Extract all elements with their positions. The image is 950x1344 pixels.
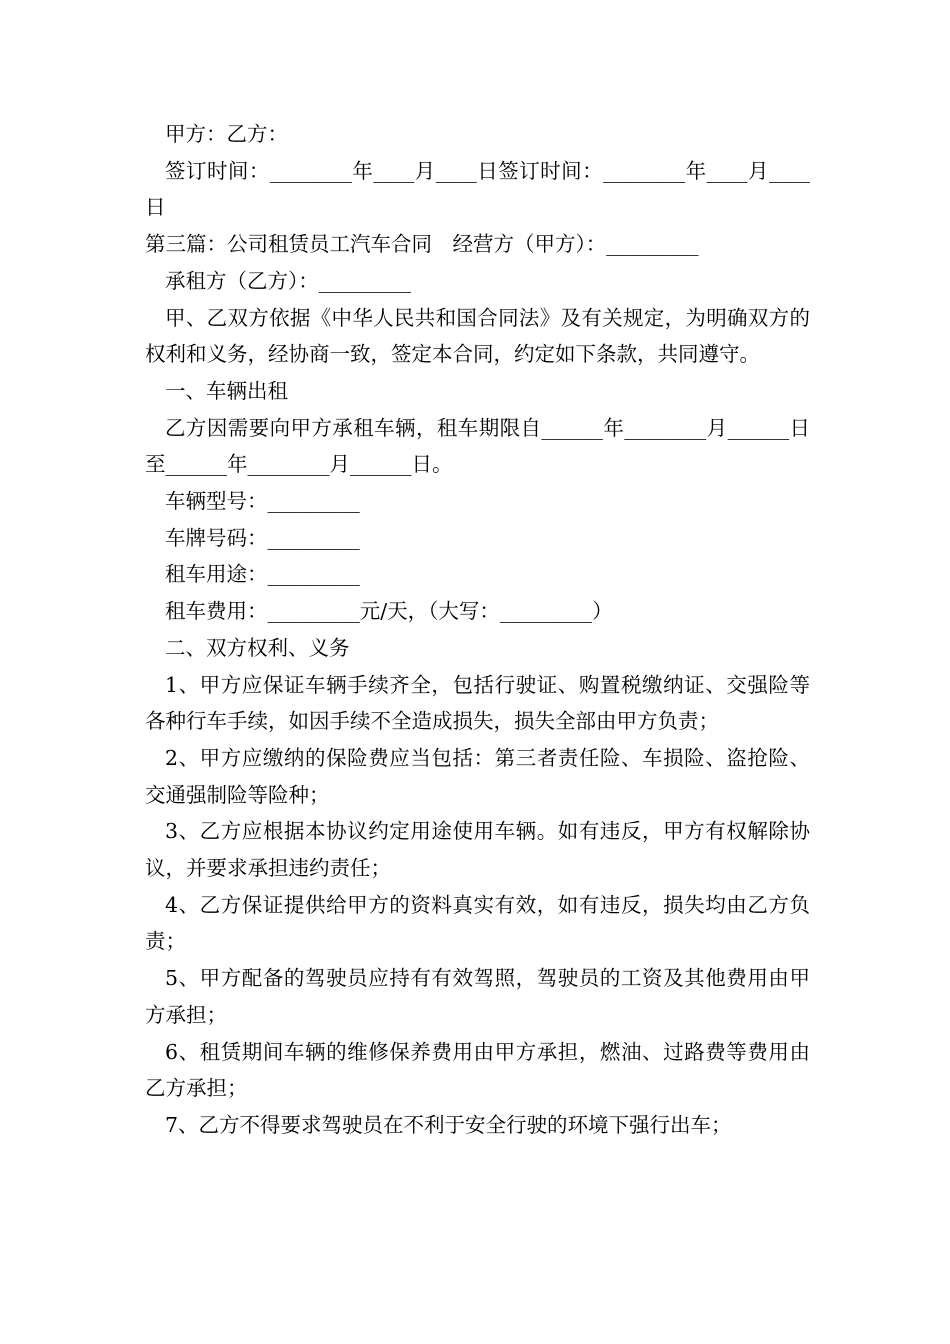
paragraph-clause-heading-1: 一、车辆出租 — [165, 378, 288, 403]
paragraph-vehicle-model: 车辆型号：_________ — [165, 489, 360, 514]
paragraph-obligation-4: 4、乙方保证提供给甲方的资料真实有效，如有违反，损失均由乙方负责； — [145, 892, 810, 954]
paragraph-rental-purpose: 租车用途：_________ — [165, 562, 360, 587]
paragraph-rental-period: 乙方因需要向甲方承租车辆，租车期限自______年________月______日至______年________月______日。 — [145, 415, 810, 477]
paragraph-clause-heading-2: 二、双方权利、义务 — [165, 635, 350, 660]
paragraph-lessee: 承租方（乙方）：_________ — [165, 268, 411, 293]
paragraph-preamble: 甲、乙双方依据《中华人民共和国合同法》及有关规定，为明确双方的权利和义务，经协商一致，签定本合同，约定如下条款，共同遵守。 — [145, 305, 810, 367]
paragraph-rental-fee: 租车费用：_________元/天，（大写：_________） — [165, 599, 613, 624]
paragraph-obligation-2: 2、甲方应缴纳的保险费应当包括：第三者责任险、车损险、盗抢险、交通强制险等险种； — [145, 745, 810, 807]
paragraph-obligation-7: 7、乙方不得要求驾驶员在不利于安全行驶的环境下强行出车； — [165, 1112, 732, 1137]
paragraph-signing-date: 签订时间：________年____月____日签订时间：________年____月____日 — [145, 158, 810, 220]
paragraph-parties: 甲方：乙方： — [165, 122, 288, 146]
paragraph-obligation-6: 6、租赁期间车辆的维修保养费用由甲方承担，燃油、过路费等费用由乙方承担； — [145, 1039, 810, 1101]
document-page — [145, 116, 810, 1144]
paragraph-plate-number: 车牌号码：_________ — [165, 525, 360, 550]
paragraph-section-heading: 第三篇：公司租赁员工汽车合同 经营方（甲方）：_________ — [145, 232, 699, 257]
paragraph-obligation-5: 5、甲方配备的驾驶员应持有有效驾照，驾驶员的工资及其他费用由甲方承担； — [145, 966, 810, 1027]
paragraph-obligation-3: 3、乙方应根据本协议约定用途使用车辆。如有违反，甲方有权解除协议，并要求承担违约责任； — [145, 819, 810, 881]
paragraph-obligation-1: 1、甲方应保证车辆手续齐全，包括行驶证、购置税缴纳证、交强险等各种行车手续，如因手续不全造成损失，损失全部由甲方负责； — [145, 672, 810, 734]
